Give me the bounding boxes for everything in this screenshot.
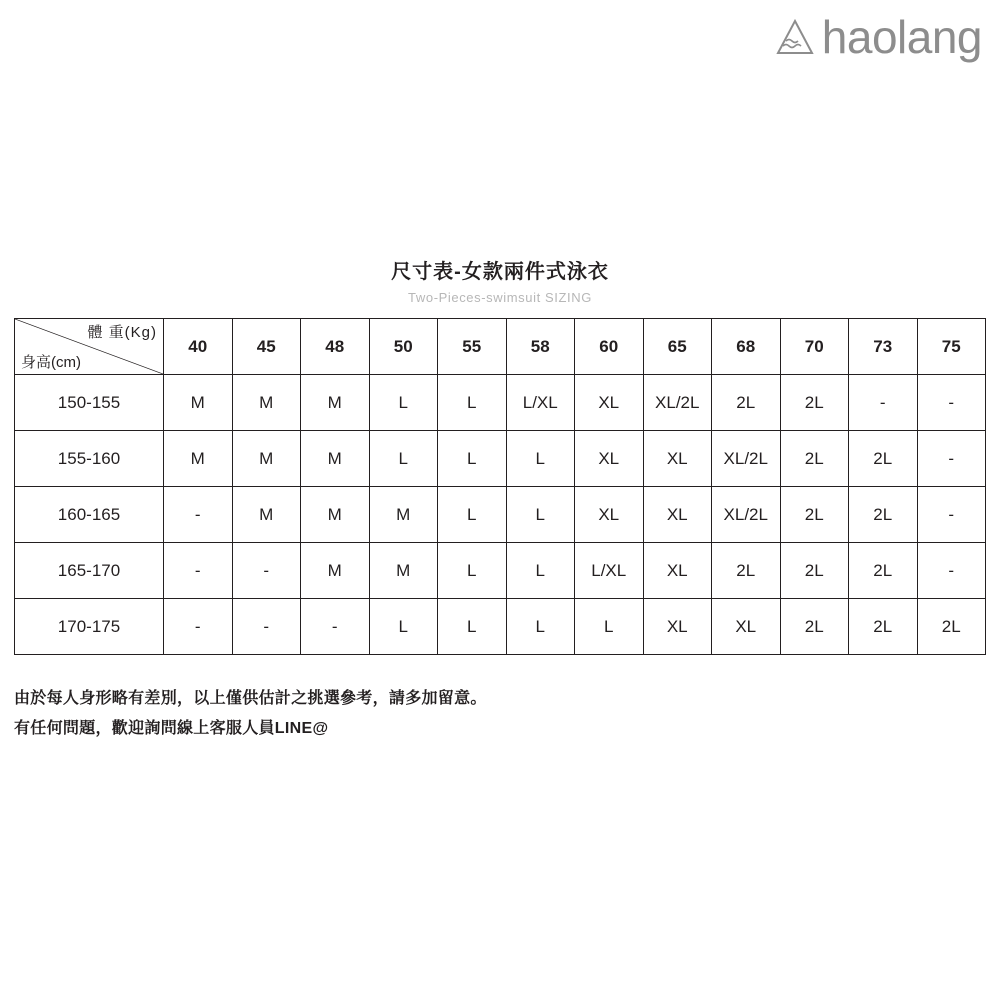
size-cell: L: [506, 599, 575, 655]
table-row: [15, 487, 986, 543]
weight-column-header: 55: [438, 319, 507, 375]
size-cell: L: [369, 431, 438, 487]
weight-column-header: 40: [164, 319, 233, 375]
size-cell: M: [369, 487, 438, 543]
size-cell: M: [301, 487, 370, 543]
size-cell: 2L: [849, 487, 918, 543]
size-cell: 2L: [780, 543, 849, 599]
height-row-header: 170-175: [15, 599, 164, 655]
size-cell: L: [438, 487, 507, 543]
size-cell: XL: [643, 487, 712, 543]
table-row: [15, 543, 986, 599]
size-cell: XL/2L: [712, 431, 781, 487]
size-cell: M: [164, 431, 233, 487]
table-row: [15, 599, 986, 655]
size-cell: L: [438, 543, 507, 599]
height-row-header: 150-155: [15, 375, 164, 431]
size-cell: 2L: [849, 431, 918, 487]
size-cell: M: [232, 487, 301, 543]
size-cell: L: [506, 431, 575, 487]
height-row-header: 160-165: [15, 487, 164, 543]
size-cell: 2L: [849, 599, 918, 655]
table-row: [15, 431, 986, 487]
size-cell: L: [369, 599, 438, 655]
size-cell: 2L: [780, 431, 849, 487]
size-cell: M: [301, 431, 370, 487]
table-row: [15, 375, 986, 431]
size-cell: M: [301, 375, 370, 431]
size-cell: 2L: [917, 599, 986, 655]
size-cell: M: [301, 543, 370, 599]
title-block: [0, 255, 1000, 305]
size-cell: L: [438, 599, 507, 655]
weight-column-header: 68: [712, 319, 781, 375]
size-cell: -: [917, 375, 986, 431]
size-table: [14, 318, 986, 655]
corner-header-cell: [15, 319, 164, 375]
size-table-body: [15, 319, 986, 655]
weight-column-header: 75: [917, 319, 986, 375]
brand-logo: [774, 11, 982, 63]
height-axis-label: 身高(cm): [21, 354, 81, 371]
weight-column-header: 48: [301, 319, 370, 375]
height-row-header: 165-170: [15, 543, 164, 599]
footer-notes: [14, 684, 974, 744]
size-cell: M: [232, 431, 301, 487]
size-cell: L/XL: [575, 543, 644, 599]
size-cell: 2L: [780, 487, 849, 543]
mountain-wave-logo-icon: [774, 16, 816, 58]
size-cell: M: [164, 375, 233, 431]
size-cell: XL: [643, 599, 712, 655]
size-cell: -: [917, 431, 986, 487]
size-cell: L: [438, 431, 507, 487]
size-cell: L: [438, 375, 507, 431]
size-cell: XL: [575, 431, 644, 487]
size-cell: -: [164, 599, 233, 655]
weight-column-header: 50: [369, 319, 438, 375]
size-cell: 2L: [712, 543, 781, 599]
size-cell: L: [506, 487, 575, 543]
weight-axis-label: 體 重(Kg): [87, 324, 157, 341]
size-cell: 2L: [780, 375, 849, 431]
size-cell: 2L: [780, 599, 849, 655]
size-cell: L/XL: [506, 375, 575, 431]
brand-name: haolang: [821, 11, 982, 63]
size-cell: -: [849, 375, 918, 431]
size-cell: 2L: [712, 375, 781, 431]
size-cell: M: [232, 375, 301, 431]
size-cell: XL/2L: [643, 375, 712, 431]
size-cell: -: [164, 487, 233, 543]
size-cell: XL: [643, 431, 712, 487]
size-cell: XL/2L: [712, 487, 781, 543]
note-line-1: 由於每人身形略有差別，以上僅供估計之挑選參考，請多加留意。: [14, 690, 487, 707]
weight-column-header: 73: [849, 319, 918, 375]
weight-column-header: 58: [506, 319, 575, 375]
size-cell: -: [301, 599, 370, 655]
weight-column-header: 70: [780, 319, 849, 375]
size-cell: L: [506, 543, 575, 599]
size-cell: -: [164, 543, 233, 599]
size-cell: -: [232, 543, 301, 599]
size-cell: 2L: [849, 543, 918, 599]
table-header-row: [15, 319, 986, 375]
weight-column-header: 60: [575, 319, 644, 375]
size-cell: M: [369, 543, 438, 599]
size-cell: XL: [643, 543, 712, 599]
size-cell: -: [917, 543, 986, 599]
size-cell: L: [575, 599, 644, 655]
size-cell: XL: [575, 375, 644, 431]
size-cell: XL: [712, 599, 781, 655]
size-cell: -: [917, 487, 986, 543]
size-cell: -: [232, 599, 301, 655]
size-chart: [14, 318, 986, 655]
weight-column-header: 45: [232, 319, 301, 375]
weight-column-header: 65: [643, 319, 712, 375]
size-cell: XL: [575, 487, 644, 543]
size-cell: L: [369, 375, 438, 431]
note-line-2: 有任何問題，歡迎詢問線上客服人員LINE@: [14, 720, 329, 737]
page-subtitle: Two-Pieces-swimsuit SIZING: [408, 290, 592, 305]
page-title: 尺寸表-女款兩件式泳衣: [391, 261, 609, 283]
height-row-header: 155-160: [15, 431, 164, 487]
